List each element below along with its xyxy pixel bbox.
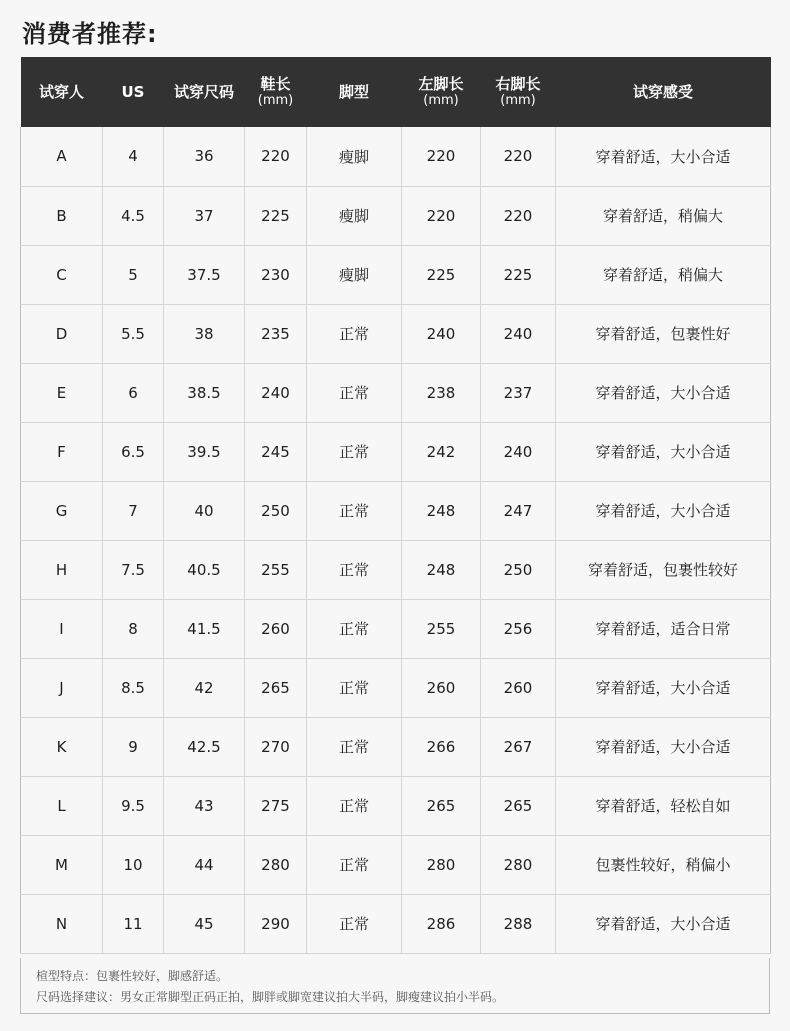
- column-header-unit: (mm): [257, 93, 294, 108]
- column-header: [245, 57, 307, 127]
- table-row: [21, 186, 771, 245]
- table-cell: 穿着舒适，大小合适: [556, 422, 771, 481]
- column-header: [103, 57, 164, 127]
- table-cell: 290: [245, 894, 307, 953]
- table-cell: 265: [245, 658, 307, 717]
- table-cell: 256: [481, 599, 556, 658]
- table-row: [21, 245, 771, 304]
- table-cell: C: [21, 245, 103, 304]
- table-cell: 220: [481, 186, 556, 245]
- table-cell: I: [21, 599, 103, 658]
- table-cell: 245: [245, 422, 307, 481]
- table-cell: 220: [481, 127, 556, 186]
- table-cell: 42: [164, 658, 245, 717]
- table-row: [21, 599, 771, 658]
- table-cell: 37.5: [164, 245, 245, 304]
- table-cell: 正常: [307, 658, 402, 717]
- table-cell: 8: [103, 599, 164, 658]
- table-cell: 正常: [307, 481, 402, 540]
- column-header-label: 脚型: [338, 82, 369, 101]
- table-cell: 237: [481, 363, 556, 422]
- table-cell: 11: [103, 894, 164, 953]
- table-cell: 5: [103, 245, 164, 304]
- table-cell: 穿着舒适，大小合适: [556, 127, 771, 186]
- table-cell: 瘦脚: [307, 127, 402, 186]
- table-cell: 穿着舒适，稍偏大: [556, 186, 771, 245]
- column-header-label: 左脚长: [418, 75, 464, 93]
- column-header: [402, 57, 481, 127]
- table-cell: 247: [481, 481, 556, 540]
- table-cell: 5.5: [103, 304, 164, 363]
- table-cell: 275: [245, 776, 307, 835]
- table-cell: 4: [103, 127, 164, 186]
- table-cell: 穿着舒适，大小合适: [556, 481, 771, 540]
- table-cell: 235: [245, 304, 307, 363]
- table-header: [21, 57, 771, 127]
- size-table-container: [20, 57, 770, 954]
- column-header: [21, 57, 103, 127]
- table-cell: 225: [245, 186, 307, 245]
- table-cell: 220: [402, 127, 481, 186]
- table-cell: 265: [402, 776, 481, 835]
- table-body: [21, 127, 771, 953]
- table-cell: 288: [481, 894, 556, 953]
- page-title: 消费者推荐:: [22, 20, 158, 48]
- table-cell: 240: [245, 363, 307, 422]
- column-header: [307, 57, 402, 127]
- table-cell: 10: [103, 835, 164, 894]
- table-cell: 286: [402, 894, 481, 953]
- table-cell: 42.5: [164, 717, 245, 776]
- table-cell: 8.5: [103, 658, 164, 717]
- table-cell: 280: [481, 835, 556, 894]
- table-cell: 正常: [307, 894, 402, 953]
- table-cell: 穿着舒适，大小合适: [556, 658, 771, 717]
- table-cell: 260: [245, 599, 307, 658]
- table-row: [21, 776, 771, 835]
- table-cell: 穿着舒适，适合日常: [556, 599, 771, 658]
- column-header: [481, 57, 556, 127]
- column-header: [164, 57, 245, 127]
- table-cell: N: [21, 894, 103, 953]
- table-cell: 255: [245, 540, 307, 599]
- table-cell: F: [21, 422, 103, 481]
- table-row: [21, 363, 771, 422]
- column-header-label: 鞋长: [260, 75, 291, 93]
- table-cell: 265: [481, 776, 556, 835]
- table-cell: 280: [245, 835, 307, 894]
- column-header-unit: (mm): [423, 93, 459, 108]
- table-cell: 正常: [307, 835, 402, 894]
- table-row: [21, 717, 771, 776]
- table-cell: 230: [245, 245, 307, 304]
- table-cell: 267: [481, 717, 556, 776]
- table-cell: 255: [402, 599, 481, 658]
- table-cell: 225: [402, 245, 481, 304]
- table-cell: 41.5: [164, 599, 245, 658]
- table-cell: 36: [164, 127, 245, 186]
- table-cell: 250: [245, 481, 307, 540]
- table-cell: H: [21, 540, 103, 599]
- header-row: [21, 57, 771, 127]
- table-cell: 正常: [307, 363, 402, 422]
- table-cell: 260: [402, 658, 481, 717]
- table-cell: L: [21, 776, 103, 835]
- table-cell: 40.5: [164, 540, 245, 599]
- table-cell: 穿着舒适，大小合适: [556, 717, 771, 776]
- table-cell: 6: [103, 363, 164, 422]
- table-cell: E: [21, 363, 103, 422]
- table-cell: 正常: [307, 776, 402, 835]
- table-cell: 38.5: [164, 363, 245, 422]
- table-cell: 正常: [307, 422, 402, 481]
- table-cell: 9.5: [103, 776, 164, 835]
- table-row: [21, 540, 771, 599]
- table-cell: 正常: [307, 304, 402, 363]
- table-cell: 9: [103, 717, 164, 776]
- table-cell: 穿着舒适，大小合适: [556, 363, 771, 422]
- table-cell: 270: [245, 717, 307, 776]
- table-row: [21, 894, 771, 953]
- table-cell: 穿着舒适，大小合适: [556, 894, 771, 953]
- column-header-label: US: [121, 82, 145, 101]
- column-header: [556, 57, 771, 127]
- table-cell: 包裹性较好，稍偏小: [556, 835, 771, 894]
- table-cell: 穿着舒适，轻松自如: [556, 776, 771, 835]
- table-cell: 穿着舒适，包裹性较好: [556, 540, 771, 599]
- table-cell: 220: [245, 127, 307, 186]
- table-row: [21, 481, 771, 540]
- size-table: [20, 57, 771, 954]
- table-cell: 瘦脚: [307, 245, 402, 304]
- last-feature-note: 楦型特点：包裹性较好，脚感舒适。: [36, 969, 229, 983]
- table-cell: 39.5: [164, 422, 245, 481]
- table-row: [21, 304, 771, 363]
- table-cell: 45: [164, 894, 245, 953]
- table-cell: 瘦脚: [307, 186, 402, 245]
- table-cell: 正常: [307, 599, 402, 658]
- table-cell: 穿着舒适，稍偏大: [556, 245, 771, 304]
- table-cell: 248: [402, 540, 481, 599]
- table-cell: 260: [481, 658, 556, 717]
- table-cell: 7: [103, 481, 164, 540]
- table-cell: 正常: [307, 717, 402, 776]
- notes-box: [20, 958, 770, 1014]
- table-cell: 7.5: [103, 540, 164, 599]
- table-cell: M: [21, 835, 103, 894]
- column-header-label: 右脚长: [495, 75, 541, 93]
- column-header-label: 试穿尺码: [173, 82, 234, 101]
- table-row: [21, 658, 771, 717]
- table-cell: 正常: [307, 540, 402, 599]
- table-cell: 248: [402, 481, 481, 540]
- table-cell: 238: [402, 363, 481, 422]
- table-cell: 280: [402, 835, 481, 894]
- column-header-label: 试穿感受: [632, 82, 693, 101]
- table-cell: 225: [481, 245, 556, 304]
- table-cell: B: [21, 186, 103, 245]
- table-cell: 43: [164, 776, 245, 835]
- table-cell: A: [21, 127, 103, 186]
- column-header-unit: (mm): [500, 93, 536, 108]
- table-cell: 240: [402, 304, 481, 363]
- table-cell: 4.5: [103, 186, 164, 245]
- table-cell: 242: [402, 422, 481, 481]
- table-cell: 250: [481, 540, 556, 599]
- table-cell: K: [21, 717, 103, 776]
- table-cell: 38: [164, 304, 245, 363]
- table-cell: 220: [402, 186, 481, 245]
- table-cell: 穿着舒适，包裹性好: [556, 304, 771, 363]
- table-cell: J: [21, 658, 103, 717]
- column-header-label: 试穿人: [38, 82, 84, 101]
- table-row: [21, 422, 771, 481]
- table-cell: 266: [402, 717, 481, 776]
- table-cell: D: [21, 304, 103, 363]
- table-cell: 240: [481, 422, 556, 481]
- table-cell: G: [21, 481, 103, 540]
- table-cell: 240: [481, 304, 556, 363]
- table-cell: 44: [164, 835, 245, 894]
- size-advice-note: 尺码选择建议：男女正常脚型正码正拍，脚胖或脚宽建议拍大半码，脚瘦建议拍小半码。: [36, 990, 505, 1004]
- table-cell: 40: [164, 481, 245, 540]
- table-cell: 6.5: [103, 422, 164, 481]
- table-cell: 37: [164, 186, 245, 245]
- table-row: [21, 127, 771, 186]
- table-row: [21, 835, 771, 894]
